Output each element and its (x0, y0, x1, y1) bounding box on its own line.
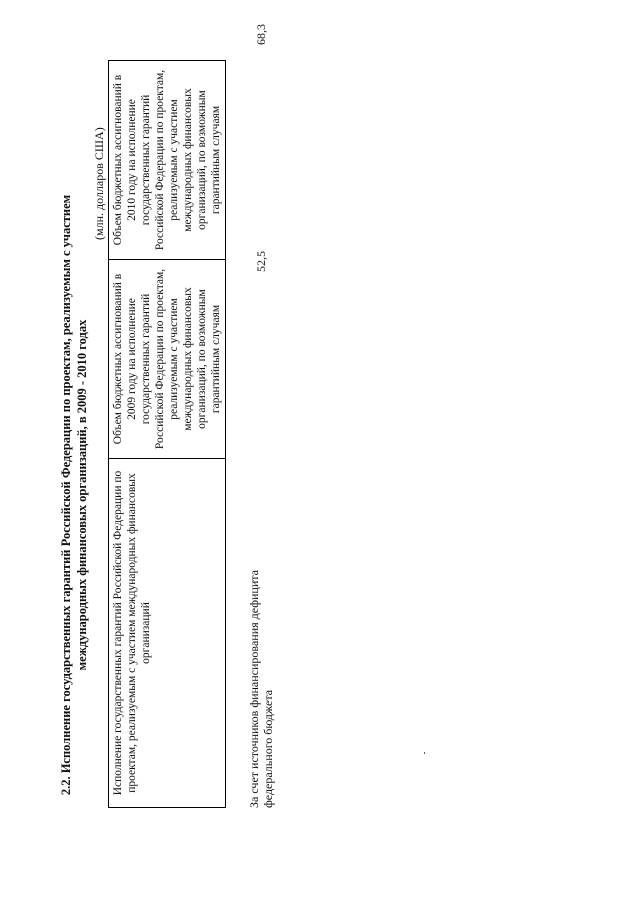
guarantees-table (108, 60, 226, 808)
units-caption: (млн. долларов США) (92, 127, 106, 240)
section-title-line-2: международных финансовых организаций, в 2009 - 2010 годах (75, 319, 89, 671)
value-2009: 52,5 (254, 251, 268, 272)
table-header-row (109, 61, 226, 808)
row-label-deficit-financing: За счет источников финансирования дефицита федерального бюджета (247, 570, 275, 808)
header-cell-2009: Объем бюджетных ассигнований в 2009 году на исполнение государственных гарантий Российской Федерации по проектам, реализуемым с участием международных финансовых организаций, по возможным гарантийным случаям (109, 260, 226, 459)
value-2010: 68,3 (254, 24, 268, 45)
section-title-line-1: 2.2. Исполнение государственных гарантий Российской Федерации по проектам, реализуемым с участием (59, 194, 73, 796)
scan-speck (424, 752, 425, 754)
header-cell-description: Исполнение государственных гарантий Российской Федерации по проектам, реализуемым с участием международных финансовых организаций (109, 459, 226, 808)
section-title (58, 120, 90, 870)
header-cell-2010: Объем бюджетных ассигнований в 2010 году на исполнение государственных гарантий Российской Федерации по проектам, реализуемым с участием международных финансовых организаций, по возможным гарантийным случаям (109, 61, 226, 260)
